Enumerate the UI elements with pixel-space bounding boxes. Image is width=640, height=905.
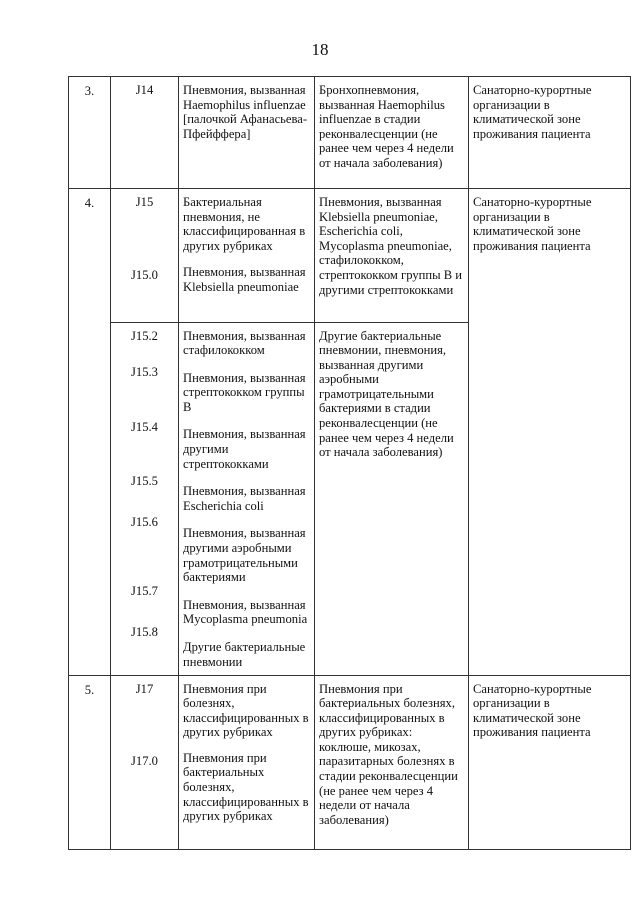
icd-code: J15.5 <box>131 474 158 489</box>
disease-name: Пневмония, вызванная Klebsiella pneumoniae <box>183 265 306 294</box>
resort-cell <box>469 189 631 676</box>
icd-code: J17.0 <box>131 754 158 769</box>
icd-code: J17 <box>135 681 154 696</box>
row-index: 4. <box>69 189 111 323</box>
table-row <box>69 189 631 323</box>
code-cell <box>111 189 179 323</box>
stage-text: Пневмония, вызванная Klebsiella pneumoniae, Escherichia coli, Mycoplasma pneumoniae, стафилококком, стрептококком группы В и другими стрептококками <box>319 195 463 297</box>
row-index <box>69 322 111 675</box>
row-index: 3. <box>69 77 111 189</box>
stage-text: Пневмония при бактериальных болезнях, классифицированных в других рубриках: коклюше, микозах, паразитарных болезнях в стадии реконвалесценции (не ранее чем через 4 недели от начала заболевания) <box>319 681 458 827</box>
disease-name: Другие бактериальные пневмонии <box>183 640 306 669</box>
stage-cell <box>315 189 469 323</box>
disease-table <box>68 76 631 850</box>
disease-name: Пневмония, вызванная другими стрептококками <box>183 427 306 471</box>
name-cell <box>179 675 315 849</box>
code-cell <box>111 77 179 189</box>
disease-name: Пневмония, вызванная стафилококком <box>183 328 306 358</box>
stage-text: Другие бактериальные пневмонии, пневмония, вызванная другими аэробными грамотрицательными бактериями в стадии реконвалесценции (не ранее чем через 4 недели от начала заболевания) <box>319 328 454 460</box>
name-cell <box>179 189 315 323</box>
disease-name: Пневмония, вызванная другими аэробными грамотрицательными бактериями <box>183 526 306 585</box>
icd-code: J15 <box>135 195 154 209</box>
icd-code: J15.2 <box>131 328 158 343</box>
code-cell <box>111 675 179 849</box>
disease-name: Бактериальная пневмония, не классифицированная в других рубриках <box>183 195 306 253</box>
icd-code: J14 <box>135 83 154 97</box>
table-row <box>69 77 631 189</box>
resort-text: Санаторно-курортные организации в климатической зоне проживания пациента <box>473 83 592 141</box>
icd-code: J15.8 <box>131 625 158 640</box>
disease-name: Пневмония, вызванная Mycoplasma pneumonia <box>183 597 308 627</box>
disease-name: Пневмония, вызванная стрептококком группы В <box>183 370 306 414</box>
icd-code: J15.7 <box>131 584 158 599</box>
stage-text: Бронхопневмония, вызванная Haemophilus influenzae в стадии реконвалесценции (не ранее чем через 4 недели от начала заболевания) <box>319 83 454 170</box>
page-number: 18 <box>311 40 329 59</box>
icd-code: J15.4 <box>131 419 158 434</box>
stage-cell <box>315 675 469 849</box>
code-cell <box>111 322 179 675</box>
icd-code: J15.3 <box>131 365 158 380</box>
disease-name: Пневмония, вызванная Haemophilus influenzae [палочкой Афанасьева-Пфейффера] <box>183 83 308 141</box>
name-cell <box>179 77 315 189</box>
disease-name: Пневмония при болезнях, классифицированных в других рубриках <box>183 681 309 740</box>
stage-cell <box>315 77 469 189</box>
resort-text: Санаторно-курортные организации в климатической зоне проживания пациента <box>473 195 592 253</box>
icd-code: J15.0 <box>131 267 158 282</box>
row-index: 5. <box>69 675 111 849</box>
disease-name: Пневмония, вызванная Escherichia coli <box>183 484 306 513</box>
disease-name: Пневмония при бактериальных болезнях, классифицированных в других рубриках <box>183 750 309 824</box>
icd-code: J15.6 <box>131 514 158 529</box>
resort-cell <box>469 77 631 189</box>
stage-cell <box>315 322 469 675</box>
table-row <box>69 675 631 849</box>
resort-text: Санаторно-курортные организации в климатической зоне проживания пациента <box>473 681 592 740</box>
name-cell <box>179 322 315 675</box>
resort-cell <box>469 675 631 849</box>
